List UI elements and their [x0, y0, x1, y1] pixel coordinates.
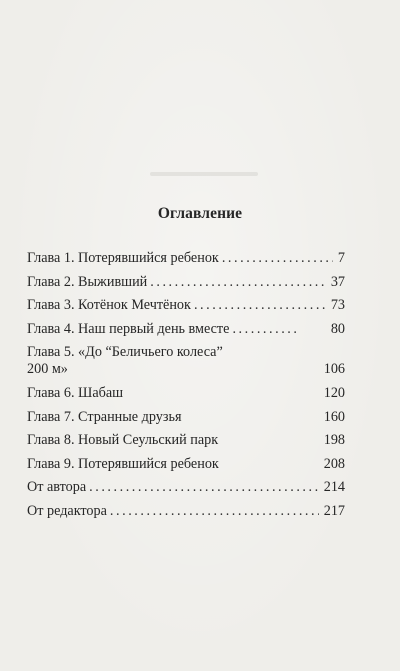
toc-entry — [27, 432, 345, 449]
toc-entry-label: Глава 1. Потерявшийся ребенок — [27, 250, 219, 266]
show-through-text — [150, 172, 258, 176]
dot-leader — [232, 321, 298, 338]
page-title: Оглавление — [157, 205, 243, 222]
toc-entry-label-continued: 200 м» — [27, 361, 68, 378]
dot-leader — [194, 297, 326, 314]
table-of-contents — [27, 250, 345, 527]
toc-entry-page: 208 — [323, 455, 345, 472]
toc-entry-page: 80 — [330, 320, 345, 337]
toc-entry — [27, 479, 345, 496]
toc-entry-label: Глава 8. Новый Сеульский парк — [27, 432, 219, 449]
toc-entry-page: 37 — [330, 273, 345, 290]
toc-entry-label: Глава 9. Потерявшийся ребенок — [27, 455, 219, 472]
toc-entry-label: Глава 3. Котёнок Мечтёнок — [27, 297, 191, 314]
toc-entry — [27, 321, 345, 338]
dot-leader — [150, 274, 326, 291]
toc-entry-page: 198 — [323, 432, 345, 449]
dot-leader — [110, 503, 319, 520]
toc-entry-page: 106 — [323, 361, 345, 378]
toc-entry-label: Глава 6. Шабаш — [27, 384, 124, 401]
toc-entry-page: 73 — [330, 297, 345, 314]
toc-entry-label: От автора — [27, 479, 87, 496]
toc-entry-label: Глава 4. Наш первый день вместе — [27, 320, 230, 337]
toc-entry — [27, 297, 345, 314]
toc-entry-page: 7 — [337, 250, 345, 266]
toc-entry — [27, 250, 345, 267]
toc-entry-label: Глава 7. Странные друзья — [27, 408, 182, 425]
toc-entry-label: Глава 2. Выживший — [27, 273, 148, 290]
toc-entry-page: 217 — [323, 502, 345, 519]
dot-leader — [222, 250, 333, 267]
toc-entry-page: 120 — [323, 384, 345, 401]
toc-entry — [27, 503, 345, 520]
dot-leader — [89, 479, 319, 496]
toc-entry-page: 214 — [323, 479, 345, 496]
toc-entry — [27, 456, 345, 473]
toc-entry-label: От редактора — [27, 502, 107, 519]
toc-entry-label: Глава 5. «До “Беличьего колеса” — [27, 344, 223, 361]
toc-entry — [27, 344, 345, 378]
toc-entry-page: 160 — [323, 408, 345, 425]
toc-entry — [27, 274, 345, 291]
toc-entry — [27, 409, 345, 426]
toc-entry — [27, 385, 345, 402]
